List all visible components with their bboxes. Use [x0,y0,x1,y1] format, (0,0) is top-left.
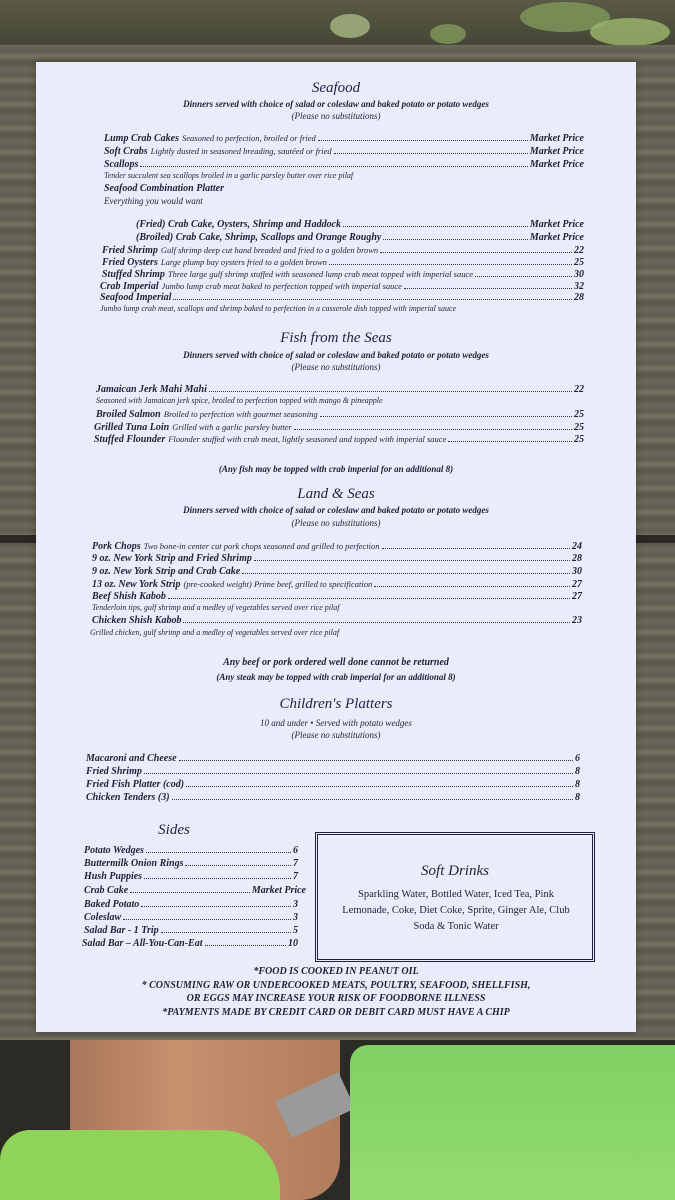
menu-item: (Fried) Crab Cake, Oysters, Shrimp and Haddock Market Price [136,219,584,230]
menu-item: Fried Oysters Large plump bay oysters fried to a golden brown 25 [102,257,584,268]
menu-item: Scallops Market Price [104,159,584,170]
menu-item: Salad Bar – All-You-Can-Eat 10 [82,938,298,949]
section-footnote: (Any fish may be topped with crab imperial for an additional 8) [218,464,454,474]
menu-item: Crab Cake Market Price [84,885,306,896]
menu-sheet [36,62,636,1032]
menu-item: Crab Imperial Jumbo lump crab meat baked to perfection topped with imperial sauce 32 [100,281,584,292]
menu-item: Soft Crabs Lightly dusted in seasoned breading, sautéed or fried Market Price [104,146,584,157]
menu-item: 9 oz. New York Strip and Crab Cake 30 [92,566,582,577]
soft-drinks-list: Sparkling Water, Bottled Water, Iced Tea, Pink Lemonade, Coke, Diet Coke, Sprite, Ginger Ale, Club Soda & Tonic Water [342,889,570,932]
menu-item: Grilled Tuna Loin Grilled with a garlic parsley butter 25 [94,422,584,433]
section-subtitle: Dinners served with choice of salad or coleslaw and baked potato or potato wedges [183,350,489,360]
section-note: (Please no substitutions) [291,362,381,372]
item-description: Jumbo lump crab meat, scallops and shrimp baked to perfection in a casserole dish topped with imperial sauce [100,304,457,313]
menu-item: Stuffed Flounder Flounder stuffed with crab meat, lightly seasoned and topped with imperial sauce 25 [94,434,584,445]
section-subtitle: Dinners served with choice of salad or coleslaw and baked potato or potato wedges [183,99,489,109]
section-title-fish: Fish from the Seas [280,330,392,346]
menu-item: Chicken Tenders (3) 8 [86,792,580,803]
item-description: Tenderloin tips, gulf shrimp and a medley of vegetables served over rice pilaf [92,603,340,612]
menu-item: Lump Crab Cakes Seasoned to perfection, broiled or fried Market Price [104,133,584,144]
menu-item: Fried Shrimp 8 [86,766,580,777]
green-shorts [0,1130,280,1200]
menu-item: 9 oz. New York Strip and Fried Shrimp 28 [92,553,582,564]
green-shorts [350,1045,675,1200]
soft-drinks-box [315,832,595,962]
menu-item: (Broiled) Crab Cake, Shrimp, Scallops and Orange Roughy Market Price [136,232,584,243]
section-subtitle: Dinners served with choice of salad or coleslaw and baked potato or potato wedges [183,505,489,515]
menu-item: Salad Bar - 1 Trip 5 [84,925,298,936]
menu-item: Coleslaw 3 [84,912,298,923]
menu-item: Chicken Shish Kabob 23 [92,615,582,626]
section-subtitle: 10 and under • Served with potato wedges [260,718,412,728]
footer-notice: *FOOD IS COOKED IN PEANUT OIL [253,966,419,977]
menu-item: Seafood Imperial 28 [100,292,584,303]
section-footnote: (Any steak may be topped with crab imperial for an additional 8) [216,672,456,682]
section-note: (Please no substitutions) [291,518,381,528]
soft-drinks-title: Soft Drinks [421,863,489,879]
item-description: Tender succulent sea scallops broiled in a garlic parsley butter over rice pilaf [104,171,354,180]
menu-item: Hush Puppies 7 [84,871,298,882]
footer-notice: * CONSUMING RAW OR UNDERCOOKED MEATS, POULTRY, SEAFOOD, SHELLFISH, [141,980,531,991]
leaf [590,18,670,46]
section-footnote: Any beef or pork ordered well done cannot be returned [223,657,449,668]
item-description: Grilled chicken, gulf shrimp and a medley of vegetables served over rice pilaf [90,628,340,637]
section-note: (Please no substitutions) [291,730,381,740]
footer-notice: OR EGGS MAY INCREASE YOUR RISK OF FOODBORNE ILLNESS [186,993,486,1004]
leaf [330,14,370,38]
menu-item: Stuffed Shrimp Three large gulf shrimp stuffed with seasoned lump crab meat topped with imperial sauce 30 [102,269,584,280]
leaf [430,24,466,44]
menu-item: 13 oz. New York Strip (pre-cooked weight) Prime beef, grilled to specification 27 [92,579,582,590]
menu-item: Pork Chops Two bone-in center cut pork chops seasoned and grilled to perfection 24 [92,541,582,552]
menu-item: Potato Wedges 6 [84,845,298,856]
menu-item: Fried Shrimp Gulf shrimp deep cut hand breaded and fried to a golden brown 22 [102,245,584,256]
menu-item: Beef Shish Kabob 27 [92,591,582,602]
item-description: Everything you would want [104,196,203,206]
section-title-sides: Sides [158,822,190,838]
menu-item: Jamaican Jerk Mahi Mahi 22 [96,384,584,395]
section-title-seafood: Seafood [311,80,361,96]
item-description: Seasoned with Jamaican jerk spice, broiled to perfection topped with mango & pineapple [96,396,383,405]
section-title-children: Children's Platters [279,696,393,712]
menu-item: Broiled Salmon Broiled to perfection with gourmet seasoning 25 [96,409,584,420]
menu-item: Buttermilk Onion Rings 7 [84,858,298,869]
section-note: (Please no substitutions) [291,111,381,121]
footer-notice: *PAYMENTS MADE BY CREDIT CARD OR DEBIT CARD MUST HAVE A CHIP [162,1007,510,1018]
menu-item: Fried Fish Platter (cod) 8 [86,779,580,790]
menu-item: Baked Potato 3 [84,899,298,910]
menu-item: Seafood Combination Platter [104,183,225,194]
menu-item: Macaroni and Cheese 6 [86,753,580,764]
section-title-land: Land & Seas [297,486,375,502]
